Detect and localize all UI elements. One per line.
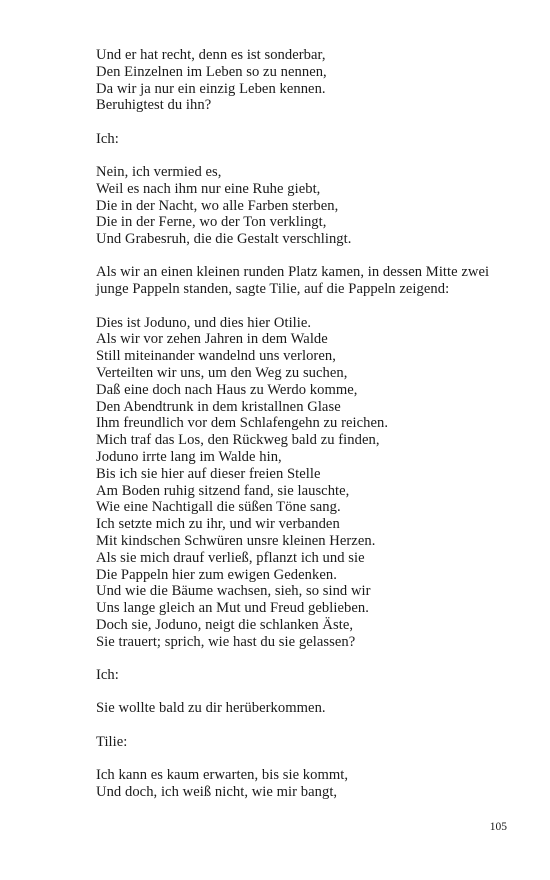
- text-line: Dies ist Joduno, und dies hier Otilie.: [96, 314, 312, 331]
- text-line: Die in der Nacht, wo alle Farben sterben,: [96, 197, 339, 214]
- text-line: Mich traf das Los, den Rückweg bald zu finden,: [96, 432, 380, 449]
- text-line: Verteilten wir uns, um den Weg zu suchen,: [96, 364, 348, 381]
- text-line: Weil es nach ihm nur eine Ruhe giebt,: [96, 180, 321, 197]
- text-line: Und wie die Bäume wachsen, sieh, so sind wir: [96, 583, 371, 600]
- text-line: junge Pappeln standen, sagte Tilie, auf die Pappeln zeigend:: [96, 281, 450, 298]
- text-line: Ich:: [96, 130, 119, 147]
- text-line: Sie wollte bald zu dir herüberkommen.: [96, 700, 326, 717]
- text-line: Ich setzte mich zu ihr, und wir verbanden: [96, 516, 340, 533]
- text-line: Und er hat recht, denn es ist sonderbar,: [96, 47, 326, 63]
- text-line: Mit kindschen Schwüren unsre kleinen Herzen.: [96, 532, 376, 549]
- page-number: 105: [489, 821, 507, 833]
- text-line: Bis ich sie hier auf dieser freien Stelle: [96, 465, 321, 482]
- page-text: [96, 47, 516, 817]
- text-block: [96, 767, 516, 801]
- text-line: Als wir an einen kleinen runden Platz kamen, in dessen Mitte zwei: [96, 264, 490, 281]
- text-line: Ich kann es kaum erwarten, bis sie kommt,: [96, 766, 349, 783]
- text-line: Nein, ich vermied es,: [96, 163, 222, 180]
- text-line: Wie eine Nachtigall die süßen Töne sang.: [96, 499, 341, 516]
- text-block: [96, 315, 516, 651]
- text-line: Und doch, ich weiß nicht, wie mir bangt,: [96, 783, 338, 800]
- text-line: Uns lange gleich an Mut und Freud geblieben.: [96, 600, 369, 617]
- text-line: Als wir vor zehen Jahren in dem Walde: [96, 331, 328, 348]
- text-line: Am Boden ruhig sitzend fand, sie lauschte,: [96, 482, 350, 499]
- text-line: Den Einzelnen im Leben so zu nennen,: [96, 63, 327, 80]
- text-line: Doch sie, Joduno, neigt die schlanken Äste,: [96, 616, 354, 633]
- text-line: Sie trauert; sprich, wie hast du sie gelassen?: [96, 633, 356, 650]
- text-block: [96, 667, 516, 684]
- text-block: [96, 700, 516, 717]
- text-line: Daß eine doch nach Haus zu Werdo komme,: [96, 381, 358, 398]
- text-block: [96, 264, 516, 298]
- text-line: Die Pappeln hier zum ewigen Gedenken.: [96, 566, 337, 583]
- text-block: [96, 734, 516, 751]
- text-block: [96, 47, 516, 114]
- text-block: [96, 164, 516, 248]
- text-line: Als sie mich drauf verließ, pflanzt ich und sie: [96, 549, 365, 566]
- text-line: Still miteinander wandelnd uns verloren,: [96, 348, 336, 365]
- text-line: Joduno irrte lang im Walde hin,: [96, 448, 282, 465]
- text-line: Und Grabesruh, die die Gestalt verschlingt.: [96, 231, 352, 248]
- text-block: [96, 131, 516, 148]
- text-line: Beruhigtest du ihn?: [96, 97, 212, 114]
- text-line: Tilie:: [96, 733, 128, 750]
- text-line: Da wir ja nur ein einzig Leben kennen.: [96, 80, 326, 97]
- text-line: Den Abendtrunk in dem kristallnen Glase: [96, 398, 341, 415]
- text-line: Ich:: [96, 667, 119, 683]
- text-line: Ihm freundlich vor dem Schlafengehn zu reichen.: [96, 415, 389, 432]
- text-line: Die in der Ferne, wo der Ton verklingt,: [96, 214, 327, 231]
